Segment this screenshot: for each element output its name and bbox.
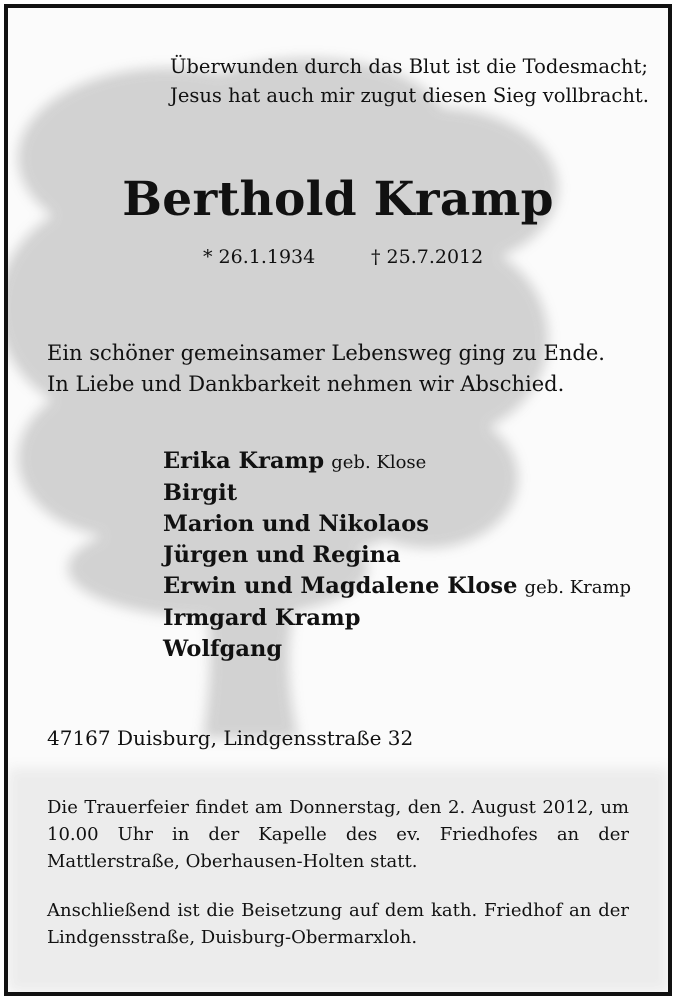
burial-notice: Anschließend ist die Beisetzung auf dem kath. Friedhof an der Lindgensstraße, Duisburg-Obermarxloh. xyxy=(47,900,629,948)
mourner-entry xyxy=(163,540,631,571)
mourners-list xyxy=(163,446,631,665)
mourner-name: Jürgen und Regina xyxy=(163,542,401,568)
mourner-name: Birgit xyxy=(163,480,238,506)
mourner-name: Wolfgang xyxy=(163,636,283,662)
mourner-name: Marion und Nikolaos xyxy=(163,511,429,537)
mourner-entry xyxy=(163,446,631,478)
motto-verse xyxy=(170,52,649,110)
family-address: 47167 Duisburg, Lindgensstraße 32 xyxy=(47,726,414,750)
motto-line: Überwunden durch das Blut ist die Todesmacht; xyxy=(170,55,648,78)
funeral-service-notice: Die Trauerfeier findet am Donnerstag, den 2. August 2012, um 10.00 Uhr in der Kapelle des ev. Friedhofes an der Mattlerstraße, Oberhausen-Holten statt. xyxy=(47,797,629,872)
mourner-entry xyxy=(163,509,631,540)
farewell-line: In Liebe und Dankbarkeit nehmen wir Abschied. xyxy=(47,372,565,396)
mourner-name: Erwin und Magdalene Klose xyxy=(163,573,518,599)
mourner-note: geb. Kramp xyxy=(524,577,632,598)
mourner-entry xyxy=(163,634,631,665)
farewell-message xyxy=(47,338,605,400)
mourner-note: geb. Klose xyxy=(331,452,427,473)
mourner-name: Erika Kramp xyxy=(163,448,325,474)
death-date: † 25.7.2012 xyxy=(371,246,484,268)
birth-date: * 26.1.1934 xyxy=(203,246,316,268)
deceased-name: Berthold Kramp xyxy=(122,172,554,227)
farewell-line: Ein schöner gemeinsamer Lebensweg ging zu Ende. xyxy=(47,341,605,365)
mourner-entry xyxy=(163,603,631,634)
mourner-entry xyxy=(163,571,631,603)
obituary-card xyxy=(4,4,672,996)
mourner-entry xyxy=(163,478,631,509)
motto-line: Jesus hat auch mir zugut diesen Sieg vollbracht. xyxy=(170,84,649,107)
mourner-name: Irmgard Kramp xyxy=(163,605,361,631)
